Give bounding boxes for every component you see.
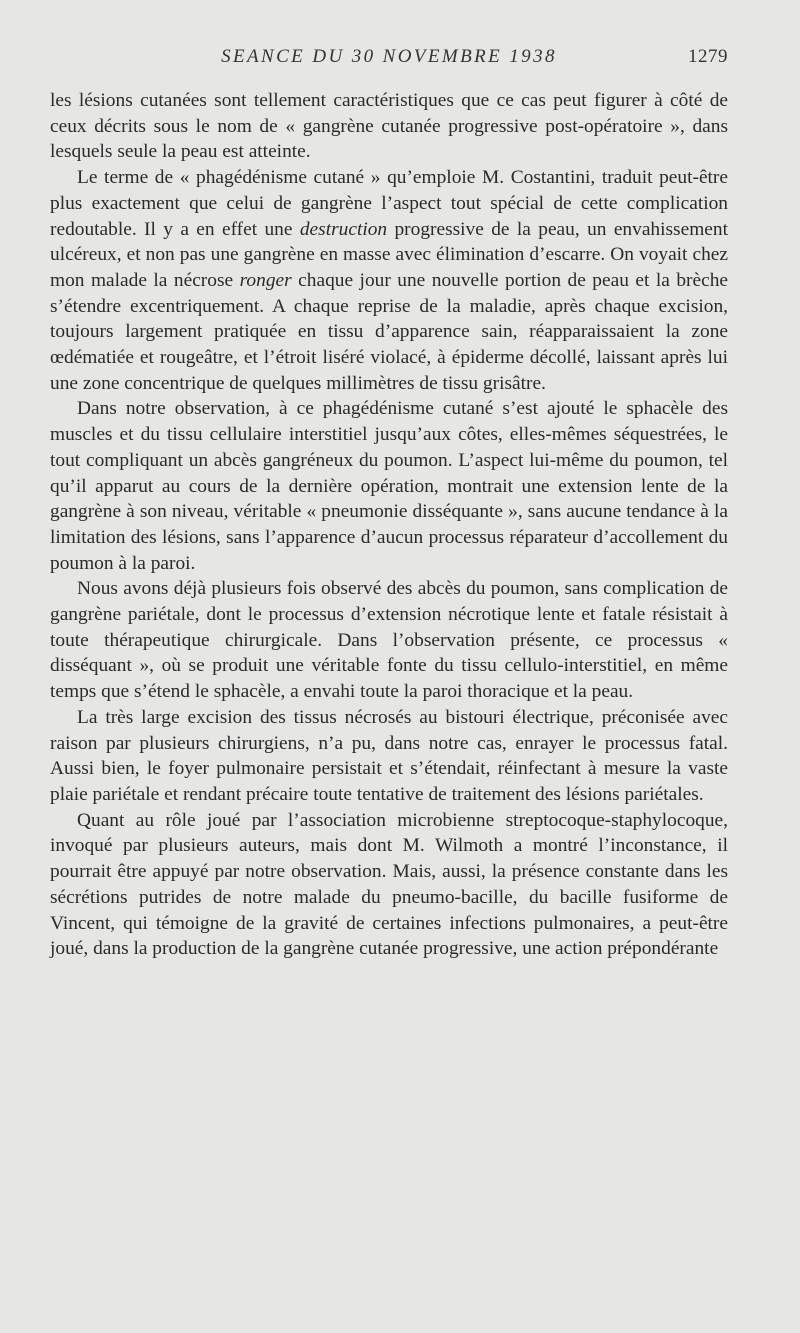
paragraph-3: Dans notre observation, à ce phagédénisme cutané s’est ajouté le sphacèle des muscles et du tissu cellulaire interstitiel jusqu’aux côtes, elles-mêmes séquestrées, le tout compliquant un abcès gangréneux du poumon. L’aspect lui-même du poumon, tel qu’il apparut au cours de la dernière opération, montrait une extension lente de la gangrène à son niveau, véritable « pneumonie disséquante », sans aucune tendance à la limitation des lésions, sans l’apparence d’aucun processus réparateur d’accollement du poumon à la paroi. bbox=[50, 398, 728, 574]
paragraph-5: La très large excision des tissus nécrosés au bistouri électrique, préconisée avec raison par plusieurs chirurgiens, n’a pu, dans notre cas, enrayer le processus fatal. Aussi bien, le foyer pulmonaire persistait et s’étendait, réinfectant à mesure la vaste plaie pariétale et rendant précaire toute tentative de traitement des lésions pariétales. bbox=[50, 706, 728, 805]
running-header bbox=[50, 46, 728, 72]
page-number: 1279 bbox=[688, 46, 728, 67]
body-text bbox=[50, 88, 728, 962]
emphasis-destruction: destruction bbox=[299, 218, 388, 240]
paragraph-2-part-2: progressive de la peau, un envahissement ulcéreux, et non pas une gangrène en masse avec élimination d’escarre. On voyait chez mon malade la nécrose bbox=[50, 218, 728, 291]
paragraph-1: les lésions cutanées sont tellement caractéristiques que ce cas peut figurer à côté de ceux décrits sous le nom de « gangrène cutanée progressive post-opératoire », dans lesquels seule la peau est atteinte. bbox=[50, 90, 728, 163]
paragraph-2 bbox=[50, 165, 728, 396]
running-title: SEANCE DU 30 NOVEMBRE 1938 bbox=[221, 46, 557, 67]
paragraph-6: Quant au rôle joué par l’association microbienne streptocoque-staphylocoque, invoqué par plusieurs auteurs, mais dont M. Wilmoth a montré l’inconstance, il pourrait être appuyé par notre observation. Mais, aussi, la présence constante dans les sécrétions putrides de notre malade du pneumo-bacille, du bacille fusiforme de Vincent, qui témoigne de la gravité de certaines infections pulmonaires, a peut-être joué, dans la production de la gangrène cutanée progressive, une action prépondérante bbox=[50, 809, 728, 960]
paragraph-2-part-3: chaque jour une nouvelle portion de peau et la brèche s’étendre excentriquement. A chaque reprise de la maladie, après chaque excision, toujours largement pratiquée en tissu d’apparence sain, réapparaissaient la zone œdématiée et rougeâtre, et l’étroit liséré violacé, à épiderme décollé, laissant après lui une zone concentrique de quelques millimètres de tissu grisâtre. bbox=[50, 269, 728, 394]
emphasis-ronger: ronger bbox=[239, 269, 292, 291]
paragraph-2-part-1: Le terme de « phagédénisme cutané » qu’emploie M. Costantini, traduit peut-être plus exactement que celui de gangrène l’aspect tout spécial de cette complication redoutable. Il y a en effet une bbox=[50, 167, 728, 240]
paragraph-4: Nous avons déjà plusieurs fois observé des abcès du poumon, sans complication de gangrène pariétale, dont le processus d’extension nécrotique lente et fatale résistait à toute thérapeutique chirurgicale. Dans l’observation présente, ce processus « disséquant », où se produit une véritable fonte du tissu cellulo-interstitiel, en même temps que s’étend le sphacèle, a envahi toute la paroi thoracique et la peau. bbox=[50, 578, 728, 703]
